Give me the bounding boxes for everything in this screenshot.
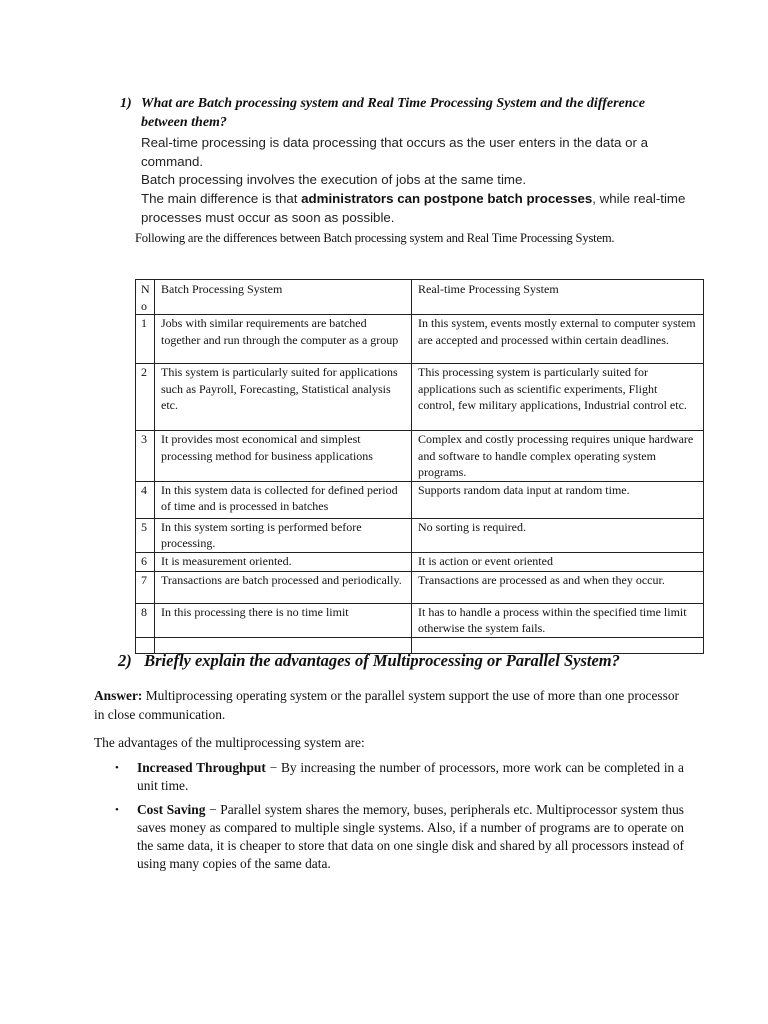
header-realtime: Real-time Processing System [412,280,704,315]
batch-definition: Batch processing involves the execution of jobs at the same time. [141,172,527,187]
row-number: 6 [136,552,155,571]
batch-cell: In this system sorting is performed before processing. [155,518,412,552]
batch-cell: It provides most economical and simplest processing method for business applications [155,431,412,482]
advantage-term: Increased Throughput [137,760,266,775]
question-1-number: 1) [120,96,132,111]
main-difference-prefix: The main difference is that [141,191,302,206]
table-row [136,552,704,571]
realtime-cell: Complex and costly processing requires unique hardware and software to handle complex operating system programs. [412,431,704,482]
table-row [136,431,704,482]
question-2-heading [118,650,718,672]
batch-cell: In this system data is collected for defined period of time and is processed in batches [155,481,412,518]
main-difference-suffix: , while real-time processes must occur as soon as possible. [141,191,686,225]
answer-label: Answer: [94,688,143,703]
table-header-row [136,280,704,315]
batch-cell: It is measurement oriented. [155,552,412,571]
realtime-cell: It is action or event oriented [412,552,704,571]
answer-text: Multiprocessing operating system or the parallel system support the use of more than one processor in close communication. [94,688,679,722]
row-number: 2 [136,364,155,431]
batch-cell: Jobs with similar requirements are batched together and run through the computer as a group [155,315,412,364]
bullet-icon: • [115,804,119,816]
advantage-text: − By increasing the number of processors, more work can be completed in a unit time. [137,760,684,793]
realtime-cell: It has to handle a process within the specified time limit otherwise the system fails. [412,603,704,637]
advantage-text: − Parallel system shares the memory, buses, peripherals etc. Multiprocessor system thus saves money as compared to multiple single systems. Also, if a number of programs are to operate on the same data, it is cheaper to store that data on one single disk and shared by all processors instead of using many copies of the same data. [137,802,684,871]
realtime-cell: Transactions are processed as and when they occur. [412,571,704,603]
table-row [136,481,704,518]
question-2-number: 2) [118,651,132,670]
table-row [136,364,704,431]
realtime-cell: No sorting is required. [412,518,704,552]
advantages-intro: The advantages of the multiprocessing system are: [94,735,365,750]
realtime-definition: Real-time processing is data processing that occurs as the user enters in the data or a command. [141,135,649,169]
question-1-title: What are Batch processing system and Real Time Processing System and the difference between them? [141,96,645,130]
table-row [136,571,704,603]
header-no: No [136,280,155,315]
main-difference [141,189,701,227]
batch-cell: Transactions are batch processed and periodically. [155,571,412,603]
answer-paragraph [94,686,684,724]
table-row [136,603,704,637]
header-batch: Batch Processing System [155,280,412,315]
realtime-cell: Supports random data input at random time. [412,481,704,518]
advantages-list [94,759,684,873]
list-item [94,759,684,795]
row-number: 7 [136,571,155,603]
batch-cell: In this processing there is no time limit [155,603,412,637]
batch-cell: This system is particularly suited for applications such as Payroll, Forecasting, Statistical analysis etc. [155,364,412,431]
row-number: 8 [136,603,155,637]
differences-intro: Following are the differences between Batch processing system and Real Time Processing System. [135,231,615,245]
comparison-table [135,279,704,654]
realtime-cell: This processing system is particularly suited for applications such as scientific experiments, Flight control, few military applications, Industrial control etc. [412,364,704,431]
realtime-cell: In this system, events mostly external to computer system are accepted and processed within certain deadlines. [412,315,704,364]
bullet-icon: • [115,762,119,774]
row-number: 3 [136,431,155,482]
advantage-term: Cost Saving [137,802,206,817]
main-difference-highlight: administrators can postpone batch processes [301,191,593,206]
list-item [94,801,684,873]
question-2-title: Briefly explain the advantages of Multiprocessing or Parallel System? [144,651,620,670]
table-row [136,315,704,364]
table-row [136,518,704,552]
question-1-heading [120,94,680,132]
row-number: 1 [136,315,155,364]
row-number: 5 [136,518,155,552]
row-number: 4 [136,481,155,518]
